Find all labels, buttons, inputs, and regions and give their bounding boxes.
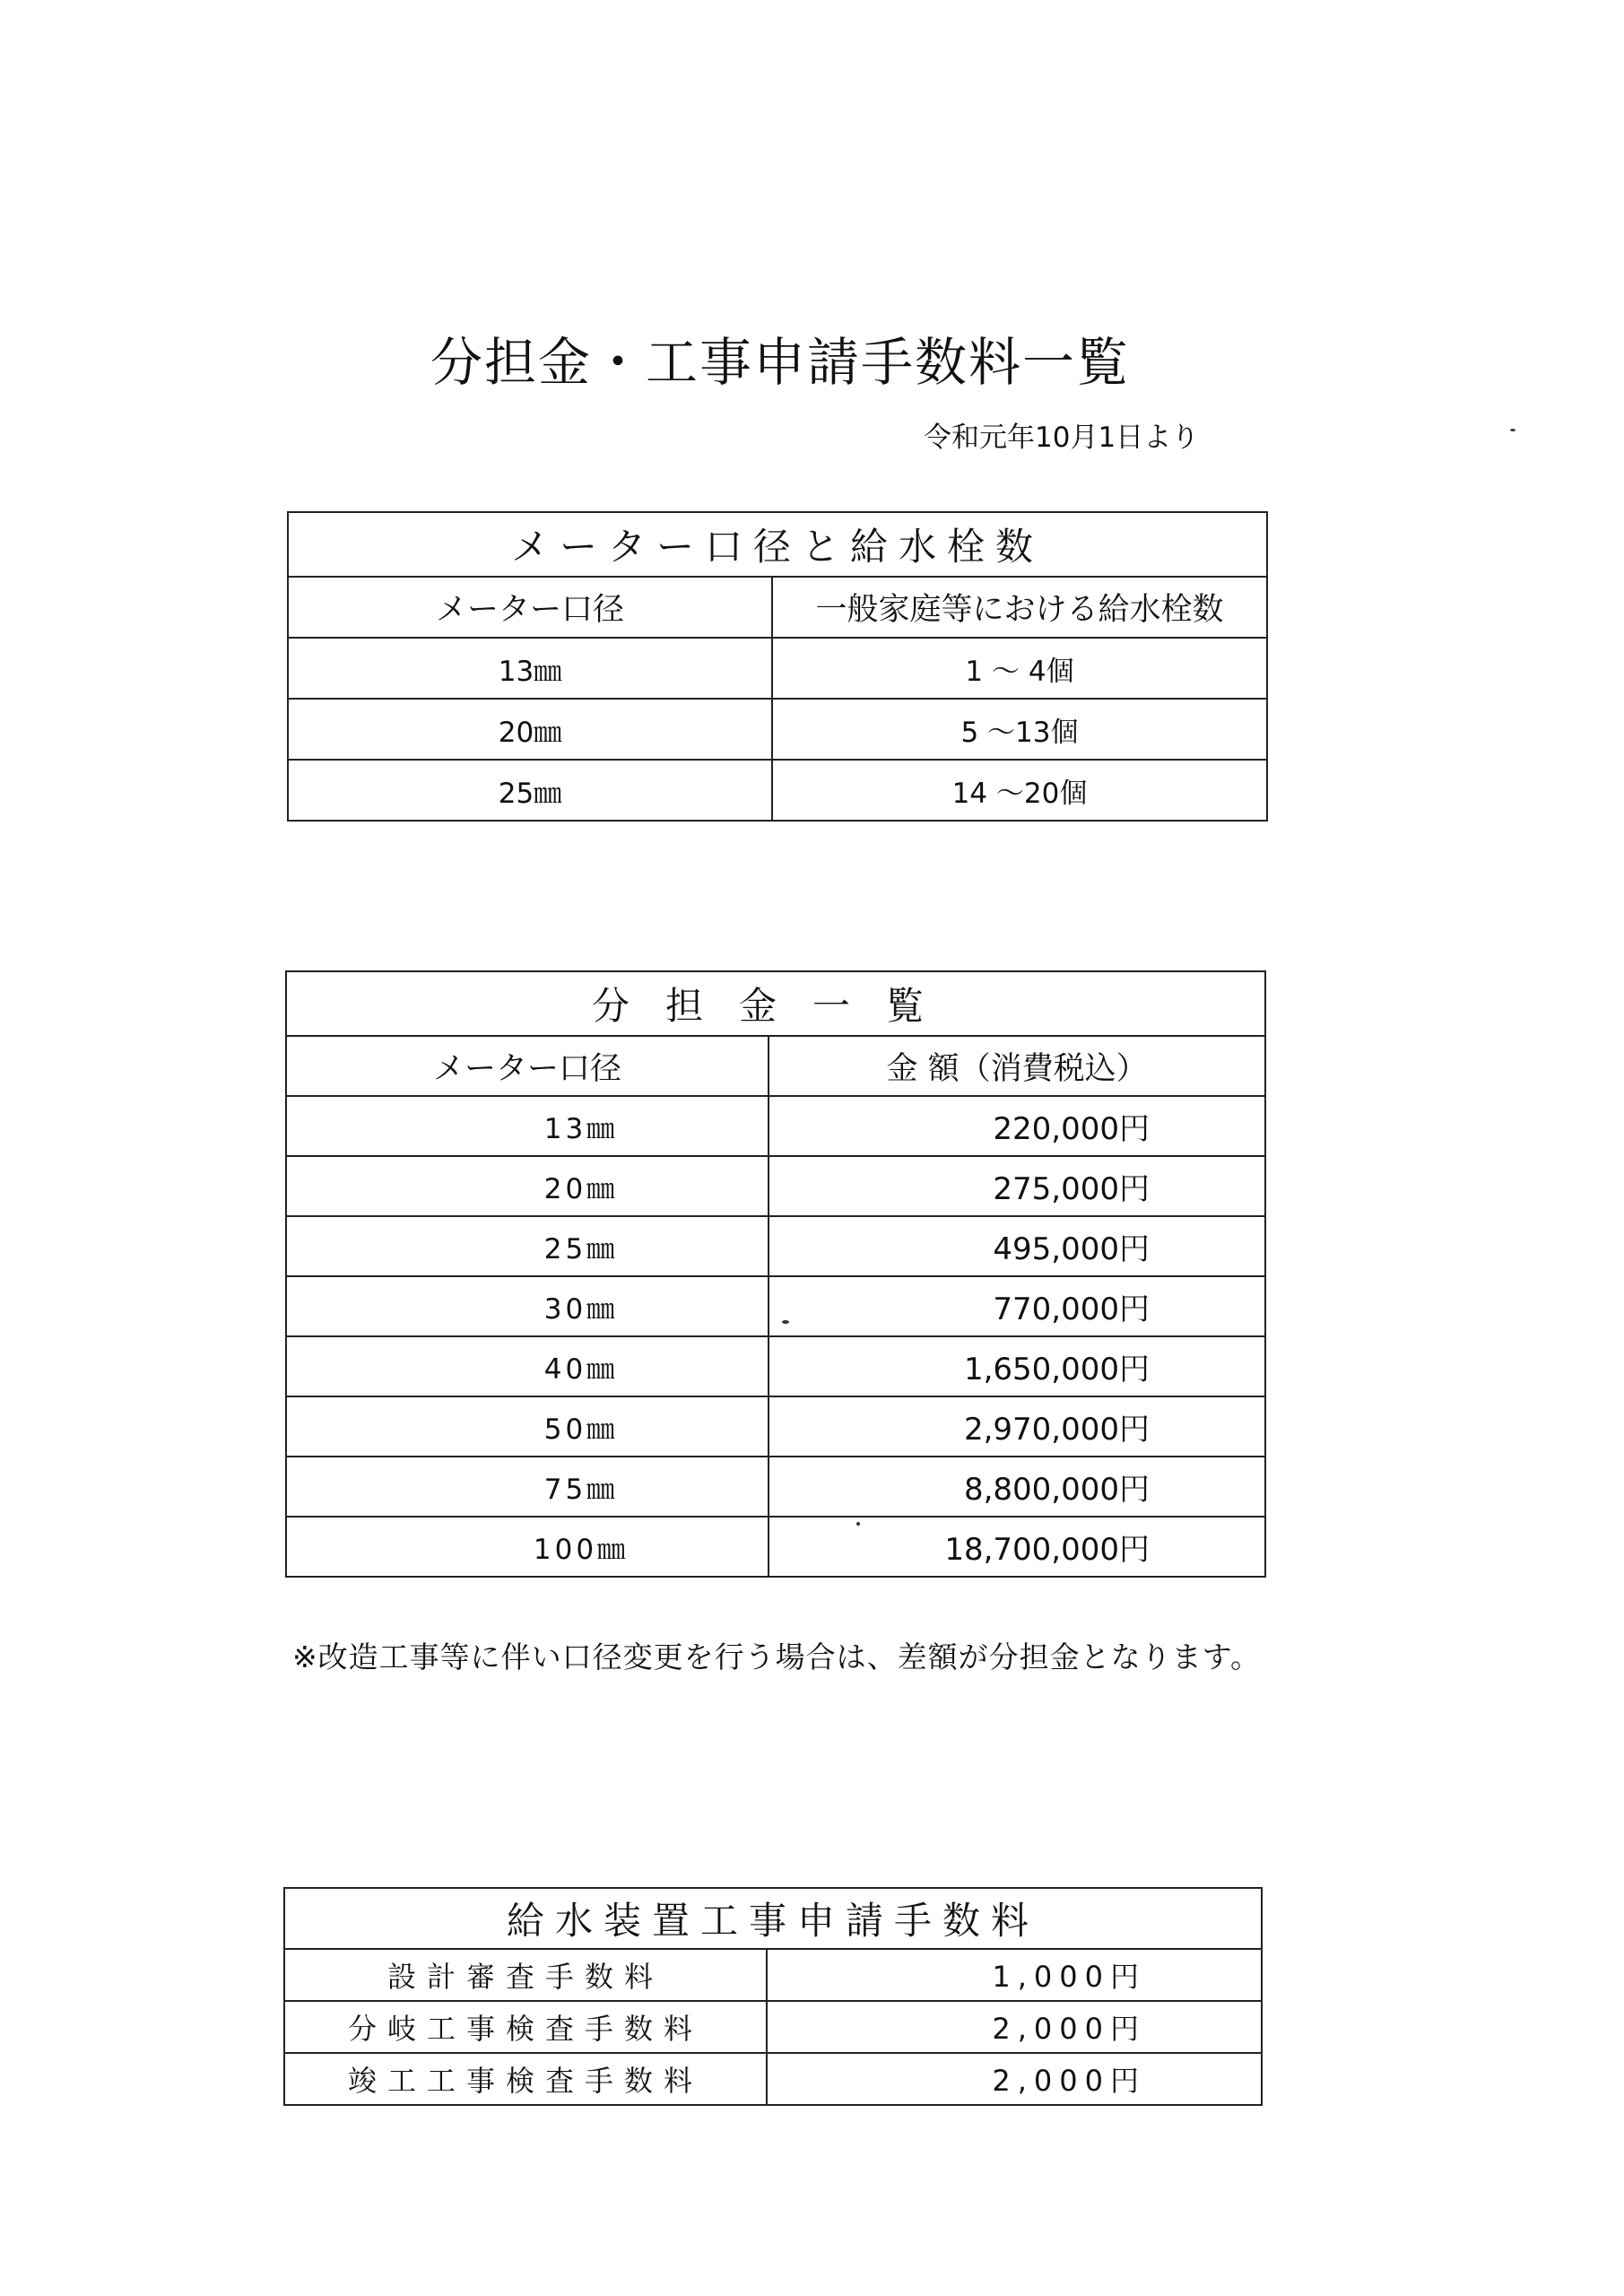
amount-cell: 18,700,000円: [769, 1517, 1265, 1577]
meter-size-cell: 13㎜: [288, 638, 772, 699]
table-row: [286, 1216, 1265, 1276]
amount-cell: 770,000円: [769, 1276, 1265, 1336]
table-row: [286, 1517, 1265, 1577]
amount-cell: 220,000円: [769, 1096, 1265, 1156]
faucet-count-cell: 14 ～20個: [772, 760, 1267, 821]
table-row: [286, 1396, 1265, 1457]
column-header: メーター口径: [288, 577, 772, 638]
table-row: [288, 760, 1267, 821]
table-row: [286, 1457, 1265, 1517]
scan-speck: [782, 1320, 789, 1324]
table-row: [286, 1276, 1265, 1336]
meter-size-cell: 40㎜: [286, 1336, 769, 1396]
fee-name-cell: 分岐工事検査手数料: [284, 2001, 767, 2053]
table-row: [288, 699, 1267, 760]
effective-date: 令和元年10月1日より: [924, 422, 1200, 454]
amount-cell: 8,800,000円: [769, 1457, 1265, 1517]
meter-size-cell: 50㎜: [286, 1396, 769, 1457]
amount-cell: 275,000円: [769, 1156, 1265, 1216]
fee-amount-cell: 2,000円: [767, 2001, 1262, 2053]
column-header: メーター口径: [286, 1036, 769, 1096]
table-caption: メーター口径と給水栓数: [288, 512, 1267, 577]
table-row: [286, 1096, 1265, 1156]
meter-size-cell: 20㎜: [288, 699, 772, 760]
footnote: ※改造工事等に伴い口径変更を行う場合は、差額が分担金となります。: [292, 1639, 1262, 1674]
meter-size-cell: 30㎜: [286, 1276, 769, 1336]
meter-size-cell: 100㎜: [286, 1517, 769, 1577]
faucet-count-cell: 1 ～ 4個: [772, 638, 1267, 699]
page-title: 分担金・工事申請手数料一覧: [430, 331, 1130, 393]
meter-faucet-table: [287, 511, 1268, 822]
fee-name-cell: 設計審査手数料: [284, 1949, 767, 2001]
amount-cell: 495,000円: [769, 1216, 1265, 1276]
table-caption: 分担金一覧: [286, 971, 1265, 1036]
meter-size-cell: 13㎜: [286, 1096, 769, 1156]
fee-amount-cell: 1,000円: [767, 1949, 1262, 2001]
meter-size-cell: 20㎜: [286, 1156, 769, 1216]
table-row: [284, 1949, 1262, 2001]
table-row: [284, 2001, 1262, 2053]
table-row: [286, 1336, 1265, 1396]
meter-size-cell: 25㎜: [288, 760, 772, 821]
amount-cell: 1,650,000円: [769, 1336, 1265, 1396]
faucet-count-cell: 5 ～13個: [772, 699, 1267, 760]
contribution-table: [285, 970, 1266, 1578]
meter-size-cell: 75㎜: [286, 1457, 769, 1517]
table-row: [284, 2053, 1262, 2105]
column-header: 一般家庭等における給水栓数: [772, 577, 1267, 638]
column-header: 金 額（消費税込）: [769, 1036, 1265, 1096]
scan-speck: [856, 1522, 860, 1526]
table-caption: 給水装置工事申請手数料: [284, 1888, 1262, 1949]
table-row: [288, 638, 1267, 699]
application-fee-table: [283, 1887, 1263, 2106]
fee-amount-cell: 2,000円: [767, 2053, 1262, 2105]
scan-speck: [1510, 429, 1515, 431]
meter-size-cell: 25㎜: [286, 1216, 769, 1276]
fee-name-cell: 竣工工事検査手数料: [284, 2053, 767, 2105]
table-row: [286, 1156, 1265, 1216]
amount-cell: 2,970,000円: [769, 1396, 1265, 1457]
